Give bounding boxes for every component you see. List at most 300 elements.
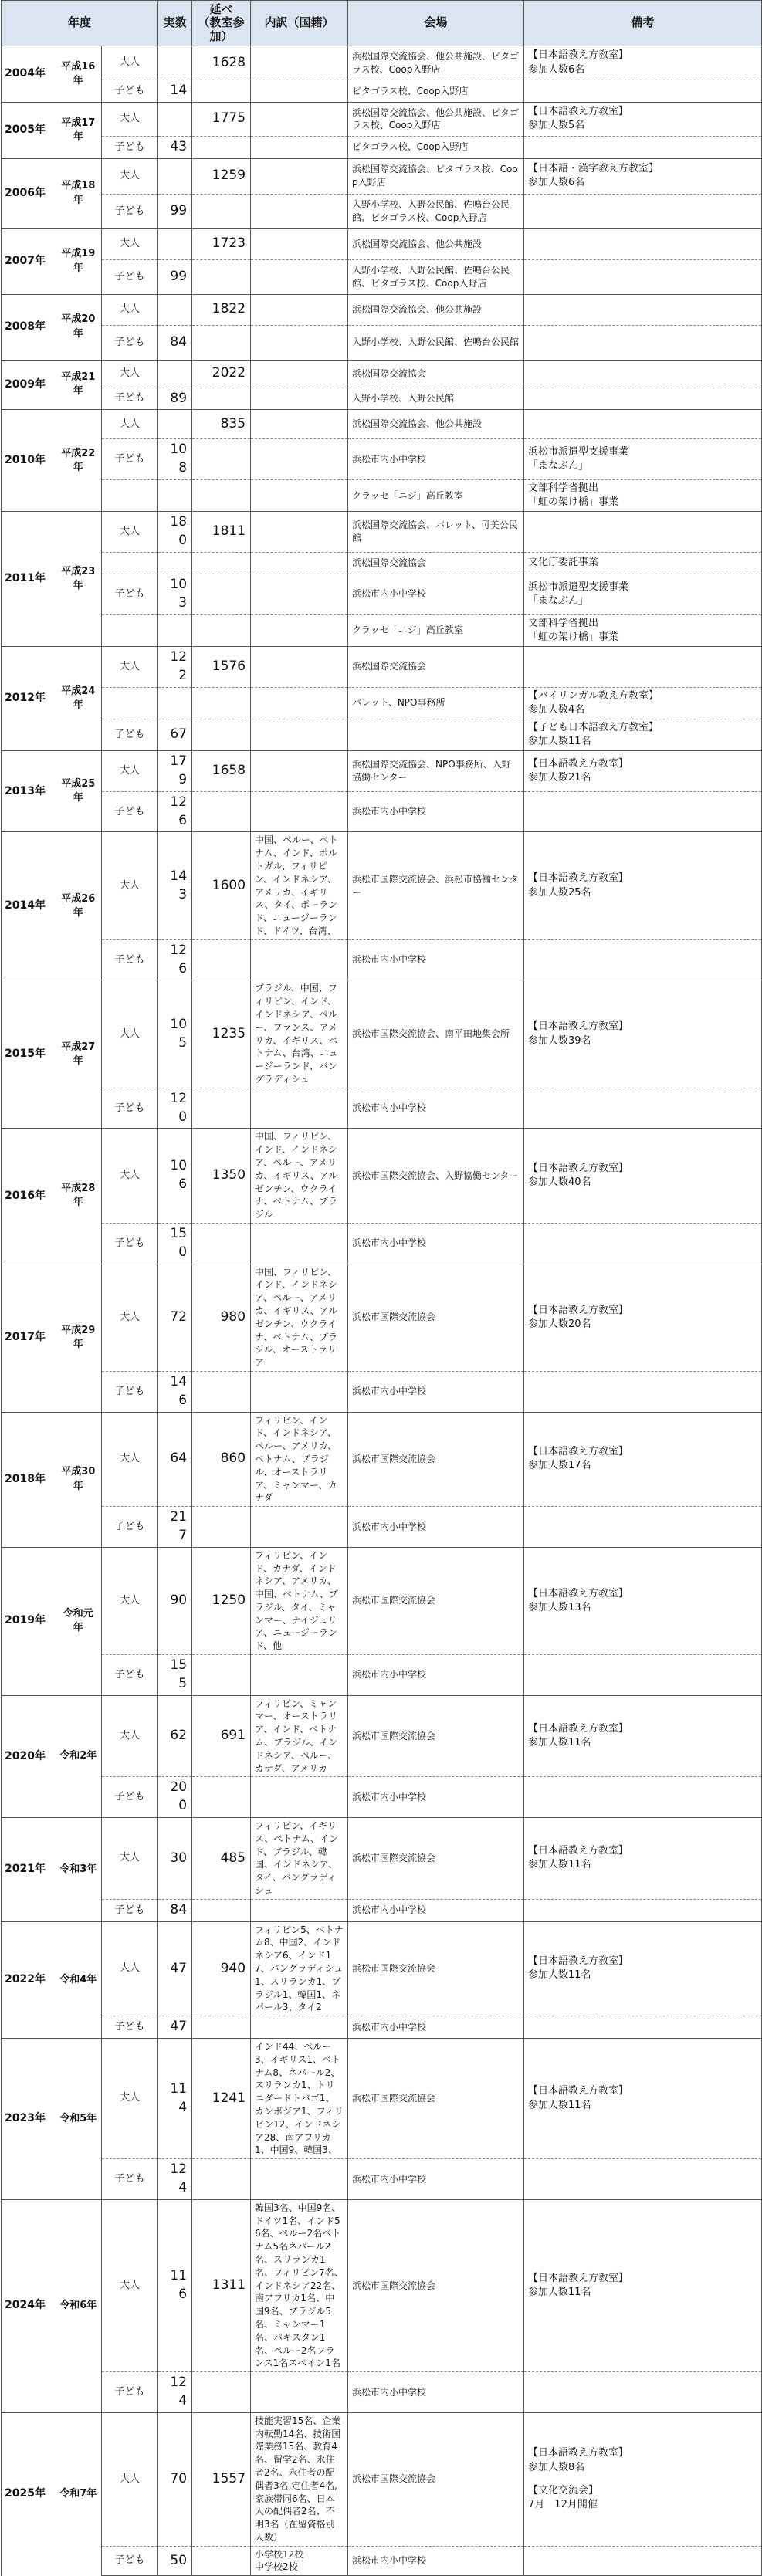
nationality-breakdown bbox=[251, 1223, 348, 1264]
nationality-breakdown bbox=[251, 2546, 348, 2576]
nationality-breakdown bbox=[251, 294, 348, 325]
year-era: 令和4年 bbox=[56, 1921, 102, 2038]
participant-type: 大人 bbox=[102, 1264, 158, 1371]
remarks-line: 参加人数11名 bbox=[528, 1859, 591, 1871]
nationality-breakdown bbox=[251, 614, 348, 646]
year-era: 平成26年 bbox=[56, 832, 102, 980]
nationality-breakdown: フィリピン、インド、カナダ、インドネシア、アメリカ、中国、ベトナム、ブラジル、タイ、ミャンマー、ナイジェリア、ニュージーランド、他 bbox=[251, 1547, 348, 1654]
actual-count: 200 bbox=[158, 1777, 192, 1818]
total-count: 1576 bbox=[192, 646, 251, 687]
table-row bbox=[2, 228, 762, 259]
table-row bbox=[2, 939, 762, 980]
remarks-line: 【日本語教え方教室】 bbox=[528, 1845, 629, 1857]
remarks-line: 「虹の架け橋」事業 bbox=[528, 631, 619, 643]
participant-type: 大人 bbox=[102, 410, 158, 439]
total-count: 1259 bbox=[192, 158, 251, 194]
actual-count: 120 bbox=[158, 1088, 192, 1129]
venue: 浜松市内小中学校 bbox=[348, 1507, 524, 1548]
nationality-breakdown bbox=[251, 646, 348, 687]
table-row bbox=[2, 687, 762, 719]
participant-type: 大人 bbox=[102, 1547, 158, 1654]
participant-type bbox=[102, 687, 158, 719]
nationality-breakdown bbox=[251, 1655, 348, 1696]
remarks-line: 参加人数11名 bbox=[528, 1737, 591, 1749]
total-count bbox=[192, 325, 251, 360]
nationality-breakdown bbox=[251, 2159, 348, 2200]
actual-count: 64 bbox=[158, 1412, 192, 1507]
remarks-line: 7月 12月開催 bbox=[528, 2498, 598, 2510]
nationality-breakdown bbox=[251, 136, 348, 158]
remarks bbox=[524, 1921, 762, 2016]
total-count bbox=[192, 1088, 251, 1129]
remarks-line: 参加人数20名 bbox=[528, 1318, 591, 1330]
total-count bbox=[192, 479, 251, 511]
total-count bbox=[192, 136, 251, 158]
total-count: 1600 bbox=[192, 832, 251, 939]
remarks-line: 参加人数11名 bbox=[528, 1969, 591, 1982]
venue: 入野小学校、入野公民館 bbox=[348, 388, 524, 410]
venue: 浜松市国際交流協会、浜松市協働センター bbox=[348, 832, 524, 939]
participant-type: 子ども bbox=[102, 2372, 158, 2413]
actual-count: 126 bbox=[158, 791, 192, 832]
actual-count: 47 bbox=[158, 2016, 192, 2039]
venue: 浜松市国際交流協会 bbox=[348, 1547, 524, 1654]
header-row bbox=[2, 1, 762, 46]
table-row bbox=[2, 325, 762, 360]
actual-count bbox=[158, 360, 192, 388]
total-count bbox=[192, 939, 251, 980]
year-era: 平成19年 bbox=[56, 228, 102, 294]
participant-type: 子ども bbox=[102, 325, 158, 360]
nationality-breakdown bbox=[251, 1088, 348, 1129]
remarks-line: 参加人数6名 bbox=[528, 63, 585, 76]
nationality-breakdown bbox=[251, 102, 348, 136]
remarks bbox=[524, 2412, 762, 2546]
venue bbox=[348, 719, 524, 750]
participant-type bbox=[102, 614, 158, 646]
table-row bbox=[2, 2039, 762, 2159]
table-row bbox=[2, 614, 762, 646]
remarks bbox=[524, 1777, 762, 1818]
total-count bbox=[192, 439, 251, 480]
actual-count: 217 bbox=[158, 1507, 192, 1548]
remarks-line: 【子ども日本語教え方教室】 bbox=[528, 721, 659, 733]
total-count: 1557 bbox=[192, 2412, 251, 2546]
participant-type: 大人 bbox=[102, 102, 158, 136]
year-era: 平成30年 bbox=[56, 1412, 102, 1547]
year-era: 令和7年 bbox=[56, 2412, 102, 2576]
actual-count: 43 bbox=[158, 136, 192, 158]
remarks bbox=[524, 687, 762, 719]
nationality-breakdown bbox=[251, 939, 348, 980]
participant-type bbox=[102, 479, 158, 511]
table-row bbox=[2, 136, 762, 158]
remarks bbox=[524, 1412, 762, 1507]
venue: 浜松市内小中学校 bbox=[348, 574, 524, 614]
remarks-line: 浜松市派遣型支援事業 bbox=[528, 446, 629, 458]
total-count bbox=[192, 2016, 251, 2039]
nationality-breakdown bbox=[251, 2016, 348, 2039]
table-row bbox=[2, 552, 762, 574]
participant-type: 大人 bbox=[102, 158, 158, 194]
actual-count: 116 bbox=[158, 2199, 192, 2371]
nationality-breakdown bbox=[251, 388, 348, 410]
total-count: 1628 bbox=[192, 46, 251, 80]
remarks-line: 【日本語教え方教室】 bbox=[528, 1304, 629, 1316]
participant-type: 子ども bbox=[102, 1899, 158, 1921]
actual-count: 146 bbox=[158, 1371, 192, 1412]
remarks-line: 浜松市派遣型支援事業 bbox=[528, 581, 629, 593]
table-row bbox=[2, 1695, 762, 1777]
remarks bbox=[524, 1547, 762, 1654]
remarks-line: 【日本語・漢字教え方教室】 bbox=[528, 162, 659, 174]
remarks bbox=[524, 259, 762, 294]
year-western: 2012年 bbox=[2, 646, 56, 750]
remarks-line: 参加人数25名 bbox=[528, 886, 591, 899]
table-row bbox=[2, 46, 762, 80]
nationality-breakdown bbox=[251, 410, 348, 439]
participant-type: 子ども bbox=[102, 439, 158, 480]
nationality-breakdown-line: 中学校2校 bbox=[255, 2561, 298, 2573]
year-era: 平成21年 bbox=[56, 360, 102, 410]
remarks bbox=[524, 751, 762, 792]
table-row bbox=[2, 1899, 762, 1921]
participant-type: 子ども bbox=[102, 574, 158, 614]
nationality-breakdown: インド44、ペルー3、イギリス1、ベトナム8、ネパール2、スリランカ1、トリニダードトバゴ1、カンボジア1、フィリピン12、インドネシア28、南アフリカ1、中国9、韓国3、 bbox=[251, 2039, 348, 2159]
participant-type: 子ども bbox=[102, 1088, 158, 1129]
year-western: 2015年 bbox=[2, 980, 56, 1129]
venue: 浜松市内小中学校 bbox=[348, 1777, 524, 1818]
header-notes: 備考 bbox=[524, 1, 762, 46]
nationality-breakdown bbox=[251, 259, 348, 294]
table-row bbox=[2, 646, 762, 687]
table-row bbox=[2, 1547, 762, 1654]
participant-type: 大人 bbox=[102, 360, 158, 388]
total-count bbox=[192, 388, 251, 410]
remarks-line bbox=[528, 2475, 757, 2484]
remarks-line: 参加人数6名 bbox=[528, 177, 585, 189]
remarks-line: 【日本語教え方教室】 bbox=[528, 2272, 629, 2284]
table-row bbox=[2, 360, 762, 388]
year-era: 令和3年 bbox=[56, 1818, 102, 1922]
remarks-line: 「まなぶん」 bbox=[528, 460, 589, 472]
table-row bbox=[2, 2546, 762, 2576]
remarks-line: 【日本語教え方教室】 bbox=[528, 1587, 629, 1599]
total-count: 485 bbox=[192, 1818, 251, 1900]
venue: 浜松市内小中学校 bbox=[348, 1088, 524, 1129]
header-breakdown: 内訳（国籍） bbox=[251, 1, 348, 46]
venue: 浜松国際交流協会、ピタゴラス校、Coop入野店 bbox=[348, 158, 524, 194]
participant-type: 大人 bbox=[102, 294, 158, 325]
total-count bbox=[192, 552, 251, 574]
table-row bbox=[2, 1507, 762, 1548]
participant-type: 大人 bbox=[102, 1695, 158, 1777]
participant-type: 大人 bbox=[102, 2199, 158, 2371]
remarks bbox=[524, 80, 762, 103]
total-count: 1235 bbox=[192, 980, 251, 1088]
remarks-line: 「まなぶん」 bbox=[528, 594, 589, 607]
venue: 浜松市国際交流協会 bbox=[348, 1921, 524, 2016]
remarks bbox=[524, 158, 762, 194]
actual-count: 30 bbox=[158, 1818, 192, 1900]
remarks bbox=[524, 614, 762, 646]
nationality-breakdown bbox=[251, 439, 348, 480]
nationality-breakdown bbox=[251, 228, 348, 259]
header-venue: 会場 bbox=[348, 1, 524, 46]
table-row bbox=[2, 1412, 762, 1507]
actual-count: 106 bbox=[158, 1129, 192, 1224]
remarks bbox=[524, 1371, 762, 1412]
actual-count: 90 bbox=[158, 1547, 192, 1654]
participant-type: 子ども bbox=[102, 136, 158, 158]
table-body bbox=[2, 46, 762, 2576]
remarks-line: 「虹の架け橋」事業 bbox=[528, 496, 619, 509]
nationality-breakdown bbox=[251, 479, 348, 511]
remarks-line: 【文化交流会】 bbox=[528, 2484, 599, 2496]
remarks bbox=[524, 2016, 762, 2039]
total-count: 1250 bbox=[192, 1547, 251, 1654]
actual-count: 84 bbox=[158, 1899, 192, 1921]
actual-count bbox=[158, 479, 192, 511]
remarks-line: 参加人数40名 bbox=[528, 1176, 591, 1189]
total-count bbox=[192, 1507, 251, 1548]
participant-type: 子ども bbox=[102, 1507, 158, 1548]
remarks: 文化庁委託事業 bbox=[524, 552, 762, 574]
total-count bbox=[192, 1371, 251, 1412]
remarks-line: 参加人数13名 bbox=[528, 1601, 591, 1613]
venue: 浜松市国際交流協会 bbox=[348, 1264, 524, 1371]
actual-count: 70 bbox=[158, 2412, 192, 2546]
remarks-line: 参加人数17名 bbox=[528, 1460, 591, 1472]
remarks bbox=[524, 410, 762, 439]
year-western: 2006年 bbox=[2, 158, 56, 228]
remarks bbox=[524, 136, 762, 158]
table-row bbox=[2, 1129, 762, 1224]
year-western: 2004年 bbox=[2, 46, 56, 103]
remarks bbox=[524, 2372, 762, 2413]
table-row bbox=[2, 294, 762, 325]
remarks bbox=[524, 1088, 762, 1129]
actual-count: 103 bbox=[158, 574, 192, 614]
actual-count: 122 bbox=[158, 646, 192, 687]
actual-count: 114 bbox=[158, 2039, 192, 2159]
remarks-line: 参加人数39名 bbox=[528, 1034, 591, 1047]
participant-type: 大人 bbox=[102, 646, 158, 687]
participant-type: 大人 bbox=[102, 1921, 158, 2016]
remarks bbox=[524, 980, 762, 1088]
year-western: 2009年 bbox=[2, 360, 56, 410]
total-count: 1311 bbox=[192, 2199, 251, 2371]
table-row bbox=[2, 2372, 762, 2413]
total-count: 1350 bbox=[192, 1129, 251, 1224]
venue: 浜松市内小中学校 bbox=[348, 1655, 524, 1696]
venue: 浜松市内小中学校 bbox=[348, 2372, 524, 2413]
remarks-line: 【日本語教え方教室】 bbox=[528, 49, 629, 62]
actual-count: 99 bbox=[158, 194, 192, 228]
actual-count: 124 bbox=[158, 2372, 192, 2413]
participant-type: 大人 bbox=[102, 512, 158, 553]
total-count bbox=[192, 614, 251, 646]
remarks bbox=[524, 2546, 762, 2576]
nationality-breakdown bbox=[251, 360, 348, 388]
venue: 浜松市国際交流協会 bbox=[348, 2412, 524, 2546]
year-western: 2005年 bbox=[2, 102, 56, 158]
nationality-breakdown bbox=[251, 194, 348, 228]
total-count: 1822 bbox=[192, 294, 251, 325]
remarks-line: 参加人数11名 bbox=[528, 2099, 591, 2111]
remarks bbox=[524, 1223, 762, 1264]
venue: 浜松国際交流協会、他公共施設 bbox=[348, 294, 524, 325]
actual-count: 99 bbox=[158, 259, 192, 294]
table-row bbox=[2, 1371, 762, 1412]
remarks bbox=[524, 46, 762, 80]
participant-type: 大人 bbox=[102, 2039, 158, 2159]
actual-count bbox=[158, 46, 192, 80]
total-count bbox=[192, 259, 251, 294]
total-count: 691 bbox=[192, 1695, 251, 1777]
remarks bbox=[524, 719, 762, 750]
total-count: 1241 bbox=[192, 2039, 251, 2159]
table-row bbox=[2, 980, 762, 1088]
venue: ピタゴラス校、Coop入野店 bbox=[348, 80, 524, 103]
venue: 浜松市内小中学校 bbox=[348, 2016, 524, 2039]
table-row bbox=[2, 1655, 762, 1696]
actual-count: 50 bbox=[158, 2546, 192, 2576]
total-count: 1658 bbox=[192, 751, 251, 792]
table-row bbox=[2, 574, 762, 614]
nationality-breakdown bbox=[251, 46, 348, 80]
year-western: 2021年 bbox=[2, 1818, 56, 1922]
table-row bbox=[2, 719, 762, 750]
remarks bbox=[524, 1818, 762, 1900]
year-western: 2016年 bbox=[2, 1129, 56, 1264]
actual-count bbox=[158, 102, 192, 136]
nationality-breakdown bbox=[251, 325, 348, 360]
table-row bbox=[2, 1921, 762, 2016]
total-count: 1811 bbox=[192, 512, 251, 553]
actual-count: 72 bbox=[158, 1264, 192, 1371]
year-era: 平成22年 bbox=[56, 410, 102, 512]
total-count bbox=[192, 2372, 251, 2413]
header-actual: 実数 bbox=[158, 1, 192, 46]
remarks bbox=[524, 479, 762, 511]
year-western: 2020年 bbox=[2, 1695, 56, 1817]
remarks bbox=[524, 832, 762, 939]
total-count: 940 bbox=[192, 1921, 251, 2016]
table-row bbox=[2, 158, 762, 194]
remarks bbox=[524, 228, 762, 259]
venue: 浜松市国際交流協会 bbox=[348, 1695, 524, 1777]
participant-type: 大人 bbox=[102, 228, 158, 259]
participant-type: 大人 bbox=[102, 832, 158, 939]
year-western: 2011年 bbox=[2, 512, 56, 647]
nationality-breakdown-line: 小学校12校 bbox=[255, 2548, 304, 2560]
header-total bbox=[192, 1, 251, 46]
participant-type: 子ども bbox=[102, 719, 158, 750]
actual-count bbox=[158, 552, 192, 574]
venue: 浜松国際交流協会、他公共施設 bbox=[348, 410, 524, 439]
nationality-breakdown bbox=[251, 2372, 348, 2413]
participant-type: 大人 bbox=[102, 46, 158, 80]
actual-count: 150 bbox=[158, 1223, 192, 1264]
venue: 浜松市内小中学校 bbox=[348, 1371, 524, 1412]
participant-type: 子ども bbox=[102, 2159, 158, 2200]
table-row bbox=[2, 259, 762, 294]
table-row bbox=[2, 1818, 762, 1900]
remarks-line: 参加人数21名 bbox=[528, 772, 591, 784]
remarks bbox=[524, 2159, 762, 2200]
actual-count bbox=[158, 228, 192, 259]
remarks bbox=[524, 1655, 762, 1696]
year-era: 平成25年 bbox=[56, 751, 102, 832]
nationality-breakdown bbox=[251, 719, 348, 750]
remarks bbox=[524, 791, 762, 832]
year-era: 平成29年 bbox=[56, 1264, 102, 1412]
remarks bbox=[524, 102, 762, 136]
year-western: 2014年 bbox=[2, 832, 56, 980]
table-row bbox=[2, 102, 762, 136]
remarks bbox=[524, 388, 762, 410]
table-row bbox=[2, 1223, 762, 1264]
venue: 浜松市国際交流協会 bbox=[348, 2039, 524, 2159]
actual-count: 105 bbox=[158, 980, 192, 1088]
nationality-breakdown bbox=[251, 574, 348, 614]
actual-count: 14 bbox=[158, 80, 192, 103]
remarks-line: 【バイリンガル教え方教室】 bbox=[528, 689, 659, 702]
nationality-breakdown bbox=[251, 158, 348, 194]
table-row bbox=[2, 512, 762, 553]
participant-type: 子ども bbox=[102, 1777, 158, 1818]
year-era: 令和5年 bbox=[56, 2039, 102, 2200]
nationality-breakdown bbox=[251, 687, 348, 719]
table-row bbox=[2, 410, 762, 439]
header-total-line1: 延べ bbox=[209, 2, 233, 17]
remarks-line: 【日本語教え方教室】 bbox=[528, 872, 629, 885]
table-row bbox=[2, 388, 762, 410]
year-western: 2008年 bbox=[2, 294, 56, 360]
total-count bbox=[192, 687, 251, 719]
total-count: 980 bbox=[192, 1264, 251, 1371]
total-count bbox=[192, 80, 251, 103]
year-western: 2017年 bbox=[2, 1264, 56, 1412]
nationality-breakdown bbox=[251, 1899, 348, 1921]
remarks bbox=[524, 1695, 762, 1777]
participant-type: 子ども bbox=[102, 1223, 158, 1264]
actual-count bbox=[158, 410, 192, 439]
year-era: 令和2年 bbox=[56, 1695, 102, 1817]
actual-count bbox=[158, 614, 192, 646]
total-count: 2022 bbox=[192, 360, 251, 388]
venue: 浜松市内小中学校 bbox=[348, 439, 524, 480]
nationality-breakdown: 技能実習15名、企業内転勤14名、技術国際業務15名、教育4名、留学2名、永住者2名、永住者の配偶者3名,定住者4名,家族帯同6名、日本人の配偶者2名、不明3名（在留資格別人数） bbox=[251, 2412, 348, 2546]
total-count bbox=[192, 574, 251, 614]
venue: 浜松市国際交流協会 bbox=[348, 1412, 524, 1507]
remarks-line: 文部科学省拠出 bbox=[528, 482, 599, 494]
nationality-breakdown: フィリピン、ミャンマー、オーストラリア、インド、ベトナム、ブラジル、インドネシア、ペルー、カナダ、アメリカ bbox=[251, 1695, 348, 1777]
venue: 浜松市内小中学校 bbox=[348, 2159, 524, 2200]
venue: クラッセ「ニジ」高丘教室 bbox=[348, 479, 524, 511]
nationality-breakdown bbox=[251, 791, 348, 832]
remarks-line: 参加人数4名 bbox=[528, 703, 585, 716]
participant-type: 大人 bbox=[102, 1129, 158, 1224]
nationality-breakdown bbox=[251, 80, 348, 103]
venue: 浜松市国際交流協会 bbox=[348, 1818, 524, 1900]
remarks bbox=[524, 294, 762, 325]
remarks bbox=[524, 646, 762, 687]
table-row bbox=[2, 439, 762, 480]
remarks bbox=[524, 325, 762, 360]
actual-count bbox=[158, 158, 192, 194]
